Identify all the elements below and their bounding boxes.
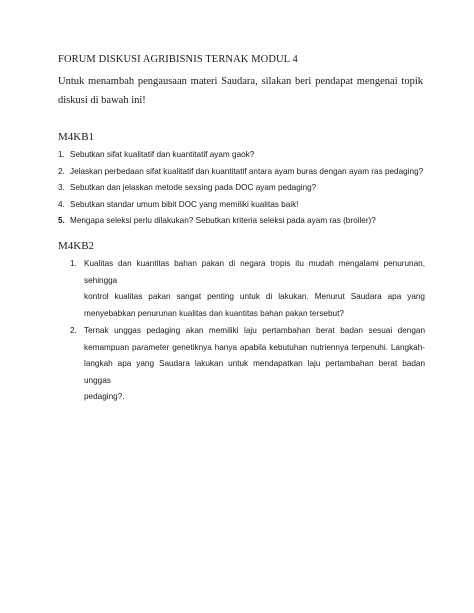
question-list-m4kb1 bbox=[58, 147, 438, 230]
question-item bbox=[70, 323, 425, 406]
question-item bbox=[58, 197, 438, 214]
question-number: 3. bbox=[58, 183, 65, 192]
question-text-line: kontrol kualitas pakan sangat penting untuk di lakukan. Menurut Saudara apa yang bbox=[84, 292, 425, 301]
question-item bbox=[58, 213, 438, 230]
question-text-line: menyebabkan penurunan kualitas dan kuantitas bahan pakan tersebut? bbox=[84, 308, 344, 318]
question-number: 2. bbox=[70, 326, 77, 335]
question-text: Sebutkan dan jelaskan metode sexsing pada DOC ayam pedaging? bbox=[70, 183, 317, 192]
question-list-m4kb2 bbox=[70, 256, 425, 407]
question-item bbox=[58, 180, 438, 197]
document-title: FORUM DISKUSI AGRIBISNIS TERNAK MODUL 4 bbox=[58, 54, 298, 65]
question-text-line: Ternak unggas pedaging akan memiliki laju pertambahan berat badan sesuai dengan bbox=[84, 326, 425, 335]
question-item bbox=[70, 256, 425, 322]
question-number: 5. bbox=[58, 216, 65, 225]
question-text: Sebutkan sifat kualitatif dan kuantitatif ayam gaok? bbox=[70, 150, 255, 159]
question-number: 4. bbox=[58, 199, 65, 209]
section-heading-m4kb2: M4KB2 bbox=[58, 240, 95, 252]
question-text-line: kemampuan parameter genetiknya hanya apabila kebutuhan nutriennya terpenuhi. Langkah- bbox=[84, 342, 425, 352]
question-text: Mengapa seleksi perlu dilakukan? Sebutkan kriteria seleksi pada ayam ras (broiler)? bbox=[70, 216, 376, 225]
section-heading-m4kb1: M4KB1 bbox=[58, 131, 95, 143]
question-number: 1. bbox=[70, 259, 77, 268]
question-text-line: pedaging?. bbox=[84, 392, 125, 401]
question-number: 1. bbox=[58, 150, 65, 159]
question-text-line: langkah apa yang Saudara lakukan untuk mendapatkan laju pertambahan berat badan unggas bbox=[84, 359, 425, 385]
question-text: Sebutkan standar umum bibit DOC yang memiliki kualitas baik! bbox=[70, 199, 299, 209]
question-item bbox=[58, 164, 438, 181]
question-text-line: Kualitas dan kuantitas bahan pakan di negara tropis itu mudah mengalami penurunan, sehingga bbox=[84, 259, 425, 285]
question-number: 2. bbox=[58, 166, 65, 176]
intro-paragraph: Untuk menambah pengausaan materi Saudara, silakan beri pendapat mengenai topik diskusi di bawah ini! bbox=[58, 76, 423, 106]
question-item bbox=[58, 147, 438, 164]
question-text: Jelaskan perbedaan sifat kualitatif dan kuantitatif antara ayam buras dengan ayam ras pedaging? bbox=[70, 166, 424, 176]
